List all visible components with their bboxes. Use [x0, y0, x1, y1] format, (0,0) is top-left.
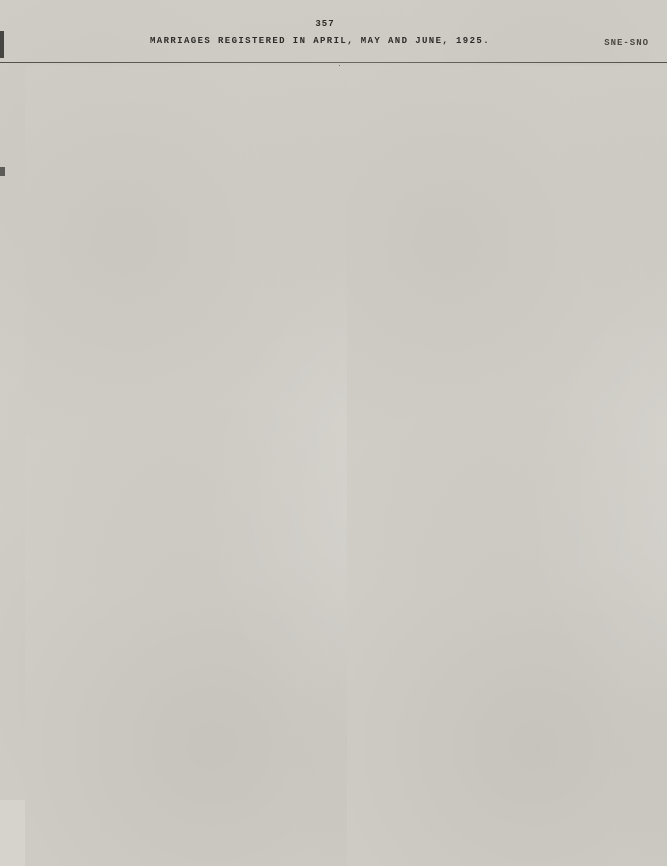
scan-artifact — [0, 167, 5, 176]
page-number: 357 — [315, 19, 335, 29]
header-rule — [0, 62, 667, 63]
index-range-label: SNE-SNO — [604, 38, 649, 48]
right-column — [347, 66, 663, 763]
left-column — [25, 66, 335, 795]
left-rows — [25, 84, 335, 795]
table-row — [25, 786, 335, 795]
scan-artifact — [0, 31, 4, 58]
page-title: MARRIAGES REGISTERED IN APRIL, MAY AND JUNE, 1925. — [149, 36, 491, 46]
cell-page — [347, 66, 667, 866]
table-row — [347, 753, 663, 762]
right-rows — [347, 84, 663, 763]
